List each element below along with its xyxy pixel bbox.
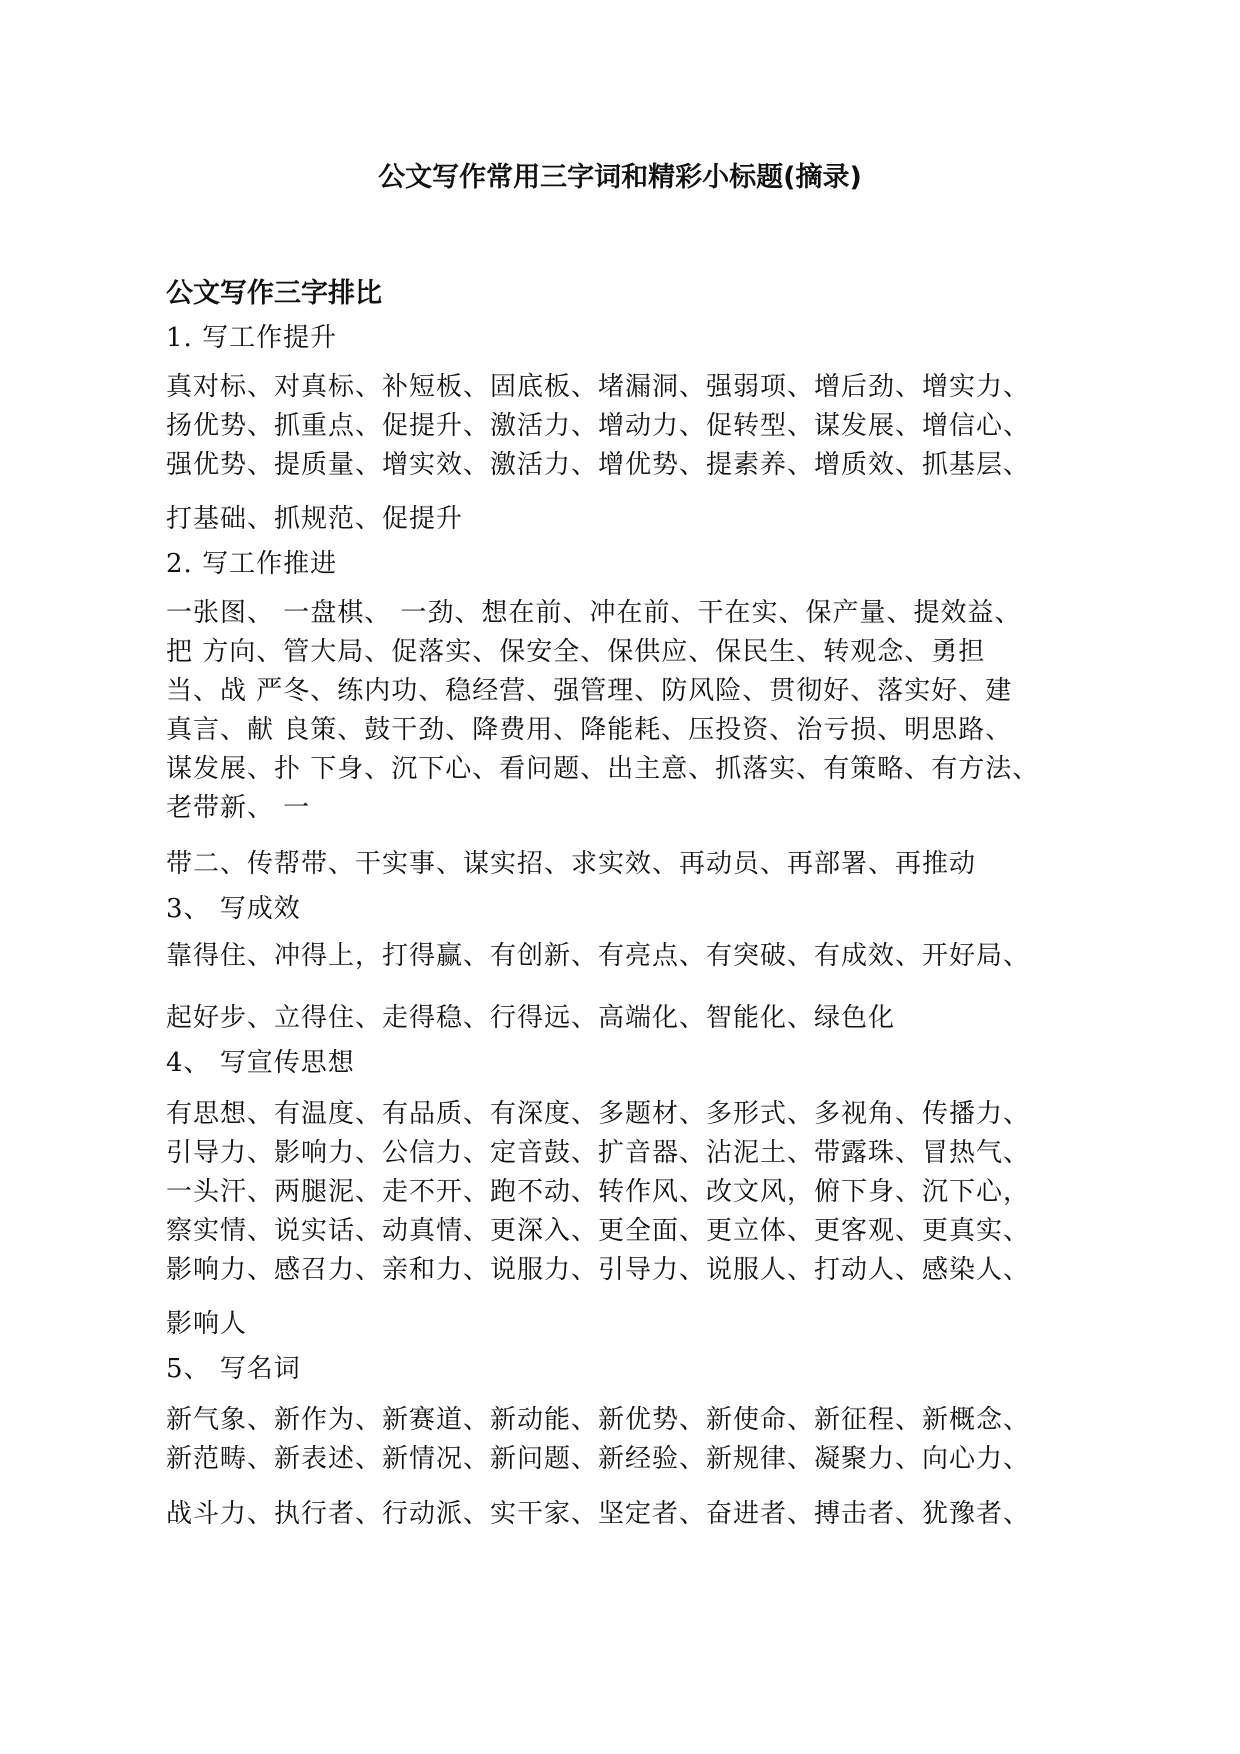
text-line: 战斗力、执行者、行动派、实干家、坚定者、奋进者、搏击者、犹豫者、 <box>166 1499 1031 1529</box>
text-line: 带二、传帮带、干实事、谋实招、求实效、再动员、再部署、再推动 <box>166 849 977 879</box>
text-line: 当、战 严冬、练内功、稳经营、强管理、防风险、贯彻好、落实好、建 <box>166 676 1013 706</box>
text-line: 真言、献 良策、鼓干劲、降费用、降能耗、压投资、治亏损、明思路、 <box>166 715 1013 745</box>
text-line: 有思想、有温度、有品质、有深度、多题材、多形式、多视角、传播力、 <box>166 1099 1031 1129</box>
text-line: 一张图、 一盘棋、 一劲、想在前、冲在前、干在实、保产量、提效益、 <box>166 598 1022 628</box>
item-heading-4: 4、 写宣传思想 <box>166 1048 355 1078</box>
document-title: 公文写作常用三字词和精彩小标题(摘录) <box>378 162 862 193</box>
text-line: 察实情、说实话、动真情、更深入、更全面、更立体、更客观、更真实、 <box>166 1216 1031 1246</box>
item-heading-3: 3、 写成效 <box>166 894 301 924</box>
text-line: 新气象、新作为、新赛道、新动能、新优势、新使命、新征程、新概念、 <box>166 1405 1031 1435</box>
text-line: 打基础、抓规范、促提升 <box>166 504 464 534</box>
item-heading-5: 5、 写名词 <box>166 1354 301 1384</box>
text-line: 新范畴、新表述、新情况、新问题、新经验、新规律、凝聚力、向心力、 <box>166 1444 1031 1474</box>
text-line: 一头汗、两腿泥、走不开、跑不动、转作风、改文风，俯下身、沉下心， <box>166 1177 1031 1207</box>
text-line: 扬优势、抓重点、促提升、激活力、增动力、促转型、谋发展、增信心、 <box>166 411 1031 441</box>
text-line: 靠得住、冲得上，打得赢、有创新、有亮点、有突破、有成效、开好局、 <box>166 941 1031 971</box>
text-line: 起好步、立得住、走得稳、行得远、高端化、智能化、绿色化 <box>166 1003 896 1033</box>
item-heading-2: 2. 写工作推进 <box>166 549 338 579</box>
section-heading: 公文写作三字排比 <box>166 278 382 309</box>
text-line: 强优势、提质量、增实效、激活力、增优势、提素养、增质效、抓基层、 <box>166 450 1031 480</box>
text-line: 引导力、影响力、公信力、定音鼓、扩音器、沾泥土、带露珠、冒热气、 <box>166 1138 1031 1168</box>
item-heading-1: 1. 写工作提升 <box>166 323 338 353</box>
text-line: 影响人 <box>166 1309 248 1339</box>
text-line: 谋发展、扑 下身、沉下心、看问题、出主意、抓落实、有策略、有方法、 <box>166 754 1040 784</box>
text-line: 真对标、对真标、补短板、固底板、堵漏洞、强弱项、增后劲、增实力、 <box>166 372 1031 402</box>
text-line: 老带新、 一 <box>166 793 311 823</box>
text-line: 把 方向、管大局、促落实、保安全、保供应、保民生、转观念、勇担 <box>166 637 986 667</box>
text-line: 影响力、感召力、亲和力、说服力、引导力、说服人、打动人、感染人、 <box>166 1255 1031 1285</box>
